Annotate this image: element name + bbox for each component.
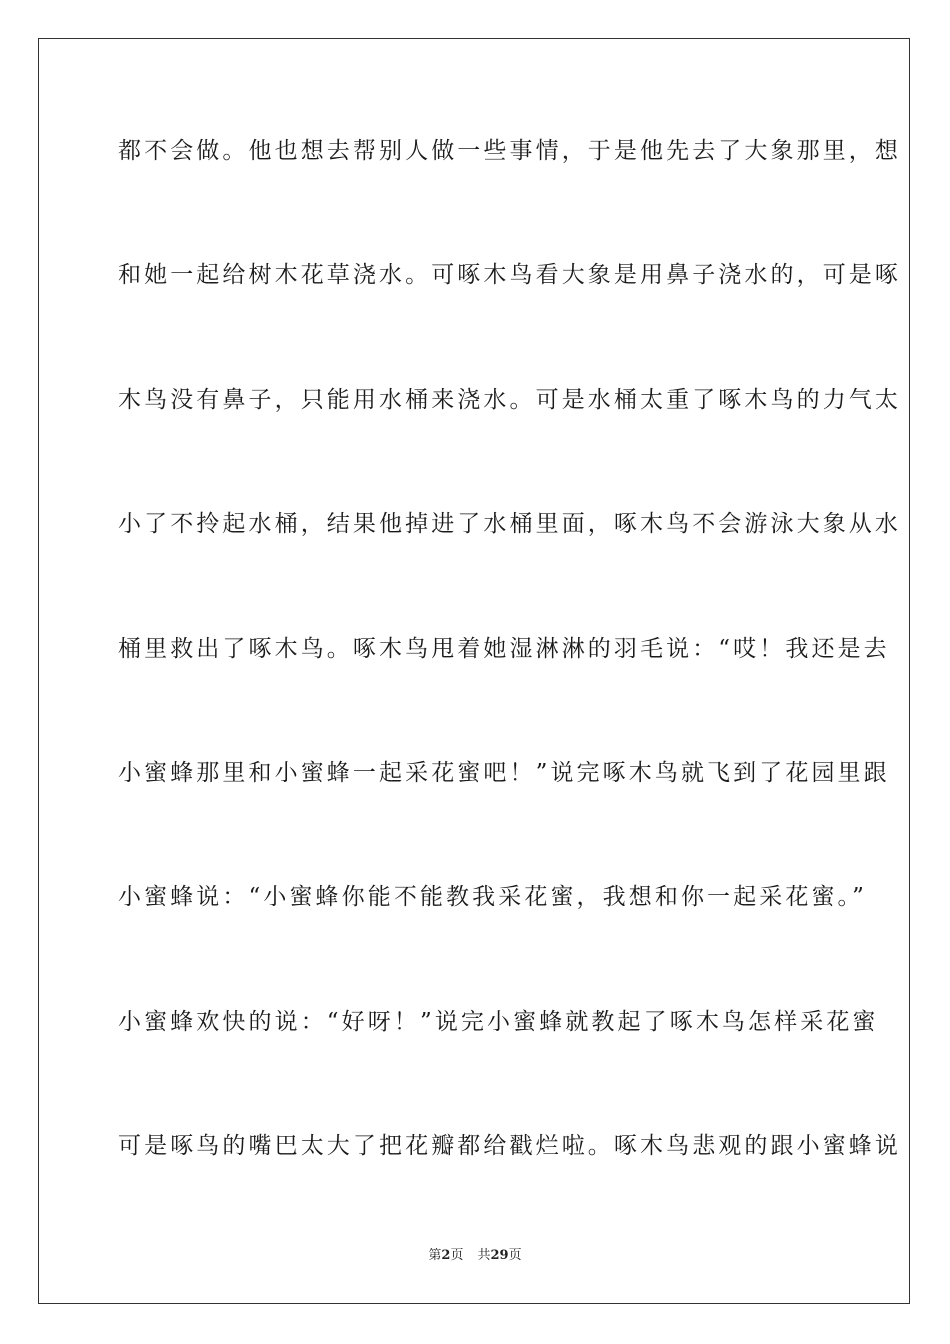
text-line: 小蜜蜂欢快的说：“好呀！”说完小蜜蜂就教起了啄木鸟怎样采花蜜 (118, 1008, 879, 1035)
document-body (118, 128, 901, 1248)
total-suffix: 页 (508, 1248, 522, 1263)
text-line: 小蜜蜂那里和小蜜蜂一起采花蜜吧！”说完啄木鸟就飞到了花园里跟 (118, 759, 890, 786)
text-line: 都不会做。他也想去帮别人做一些事情，于是他先去了大象那里，想 (118, 138, 901, 164)
text-line: 小了不拎起水桶，结果他掉进了水桶里面，啄木鸟不会游泳大象从水 (118, 511, 901, 538)
total-prefix: 共 (477, 1248, 491, 1263)
page-footer (0, 1246, 950, 1266)
text-line: 和她一起给树木花草浇水。可啄木鸟看大象是用鼻子浇水的，可是啄 (118, 262, 901, 289)
text-line: 木鸟没有鼻子，只能用水桶来浇水。可是水桶太重了啄木鸟的力气太 (118, 386, 901, 413)
text-line: 可是啄鸟的嘴巴太大了把花瓣都给戳烂啦。啄木鸟悲观的跟小蜜蜂说 (118, 1133, 901, 1160)
text-line: 小蜜蜂说：“小蜜蜂你能不能教我采花蜜，我想和你一起采花蜜。” (118, 884, 868, 911)
page-prefix: 第 (428, 1248, 442, 1263)
total-pages: 29 (490, 1248, 509, 1263)
page-suffix: 页 (450, 1248, 464, 1263)
page-number: 2 (441, 1248, 451, 1263)
text-line: 桶里救出了啄木鸟。啄木鸟甩着她湿淋淋的羽毛说：“哎！我还是去 (118, 635, 890, 662)
